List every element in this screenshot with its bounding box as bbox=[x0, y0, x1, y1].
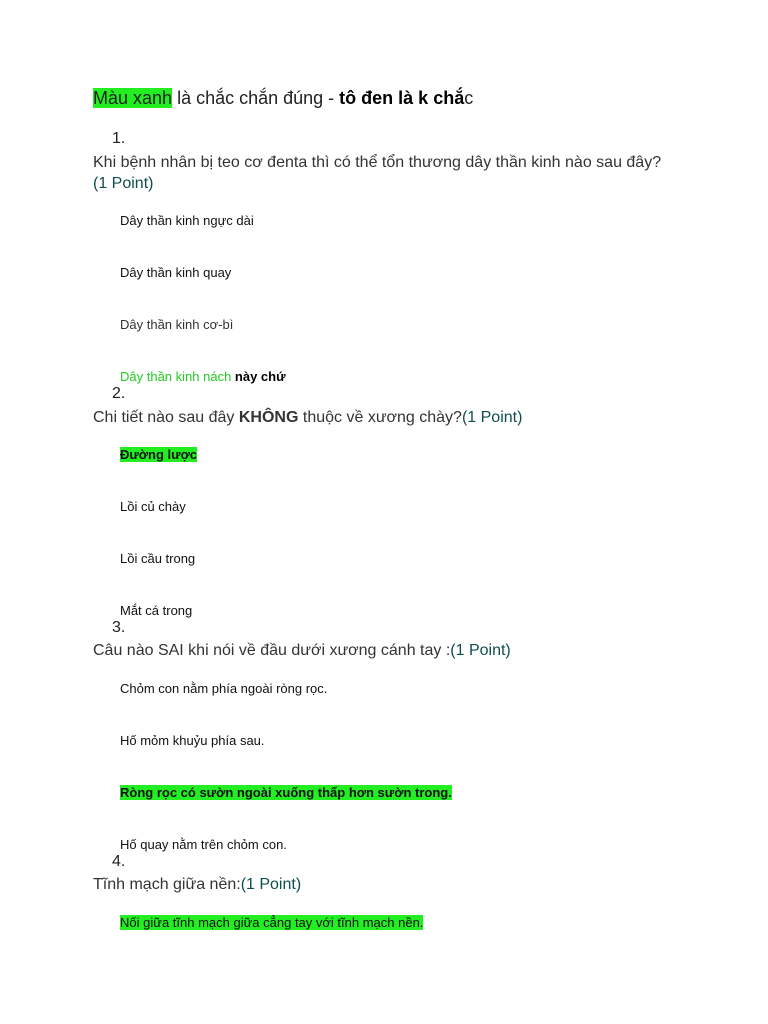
question-2-number: 2. bbox=[112, 385, 126, 402]
question-2-option-1[interactable] bbox=[120, 446, 197, 463]
question-3-body: Câu nào SAI khi nói về đầu dưới xương cánh tay : bbox=[93, 642, 451, 659]
question-1-option-4[interactable] bbox=[120, 368, 286, 385]
question-4-number: 4. bbox=[112, 853, 126, 870]
question-2-option-4[interactable]: Mắt cá trong bbox=[120, 603, 193, 618]
question-3-number: 3. bbox=[112, 619, 126, 636]
question-1-body: Khi bệnh nhân bị teo cơ đenta thì có thể tổn thương dây thần kinh nào sau đây? bbox=[93, 154, 662, 171]
question-2-points: (1 Point) bbox=[461, 409, 523, 426]
question-3-option-3[interactable] bbox=[120, 784, 452, 801]
question-2-option-3[interactable]: Lồi cầu trong bbox=[120, 551, 196, 566]
question-1-option-1[interactable]: Dây thần kinh ngực dài bbox=[120, 213, 254, 228]
question-1-option-2[interactable]: Dây thần kinh quay bbox=[120, 265, 232, 280]
question-2-body-before: Chi tiết nào sau đây bbox=[93, 409, 239, 426]
question-3-option-2[interactable]: Hố mỏm khuỷu phía sau. bbox=[120, 733, 265, 748]
question-3-points: (1 Point) bbox=[450, 642, 511, 659]
question-1-points: (1 Point) bbox=[93, 175, 154, 192]
intro-line bbox=[93, 87, 473, 109]
question-1-text bbox=[93, 152, 673, 194]
question-3-option-4[interactable]: Hố quay nằm trên chỏm con. bbox=[120, 837, 287, 852]
question-4-text bbox=[93, 874, 673, 895]
intro-end-part: c bbox=[464, 88, 474, 108]
question-1-option-3[interactable]: Dây thần kinh cơ-bì bbox=[120, 317, 234, 332]
question-2-option-1-label: Đường lược bbox=[120, 447, 198, 462]
question-1-option-4-note: này chứ bbox=[234, 369, 286, 384]
question-2-text bbox=[93, 407, 673, 428]
intro-bold-part: tô đen là k chắ bbox=[339, 88, 465, 108]
question-4-body: Tĩnh mạch giữa nền: bbox=[93, 876, 241, 893]
question-2-option-2[interactable]: Lồi củ chày bbox=[120, 499, 186, 514]
question-1-option-4-label: Dây thần kinh nách bbox=[120, 369, 232, 384]
question-4-option-1-label: Nối giữa tĩnh mạch giữa cẳng tay với tĩnh mạch nền. bbox=[120, 915, 424, 930]
question-2-body-after: thuộc về xương chày? bbox=[298, 409, 462, 426]
question-3-option-3-label: Ròng rọc có sườn ngoài xuống thấp hơn sườn trong. bbox=[120, 785, 452, 800]
question-1-number: 1. bbox=[112, 130, 126, 147]
question-3-option-1[interactable]: Chỏm con nằm phía ngoài ròng rọc. bbox=[120, 681, 328, 696]
intro-middle-part: là chắc chắn đúng - bbox=[172, 88, 340, 108]
question-2-body-bold: KHÔNG bbox=[238, 409, 299, 426]
intro-green-part: Màu xanh bbox=[93, 88, 173, 108]
question-4-points: (1 Point) bbox=[240, 876, 302, 893]
question-4-option-1[interactable] bbox=[120, 914, 423, 931]
question-3-text bbox=[93, 640, 673, 661]
